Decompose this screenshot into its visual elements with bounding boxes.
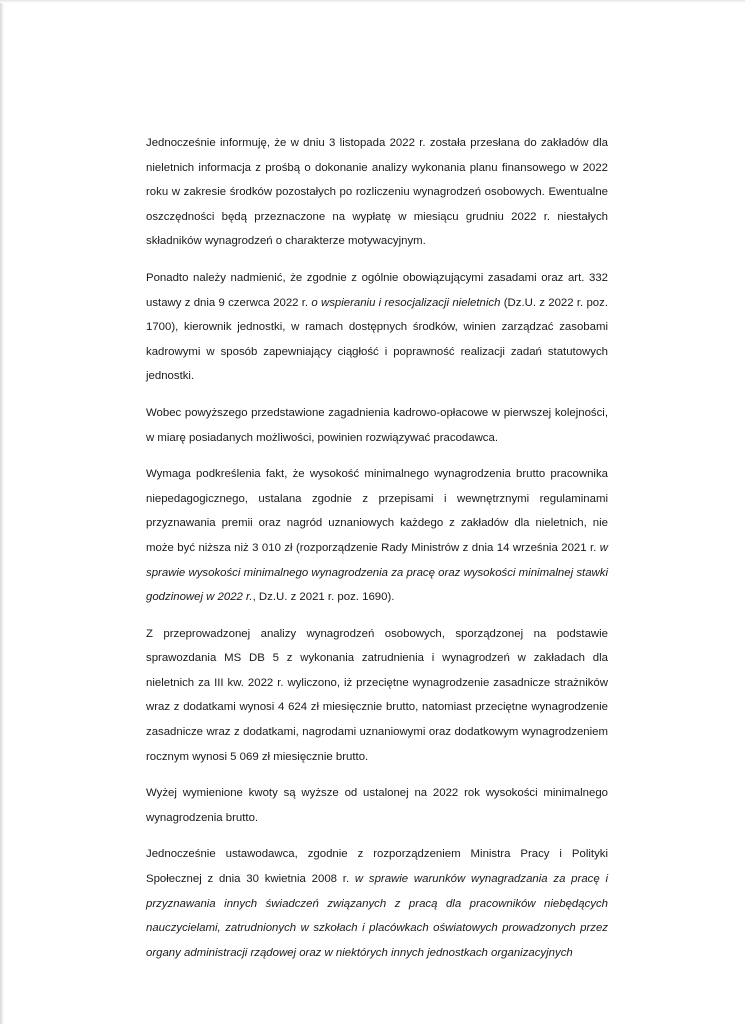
paragraph (146, 462, 608, 610)
paragraph (146, 131, 608, 254)
text-segment: Ponadto należy nadmienić, że zgodnie z ogólnie obowiązującymi zasadami oraz art. 332 ustawy z dnia 9 czerwca 2022 r. (146, 271, 608, 309)
text-segment: Wyżej wymienione kwoty są wyższe od ustalonej na 2022 rok wysokości minimalnego wynagrodzenia brutto. (146, 787, 608, 824)
scan-shadow-top (0, 0, 745, 3)
text-segment: Z przeprowadzonej analizy wynagrodzeń osobowych, sporządzonej na podstawie sprawozdania MS DB 5 z wykonania zatrudnienia i wynagrodzeń w zakładach dla nieletnich za III kw. 2022 r. wyliczono, iż przeciętne wynagrodzenie zasadnicze strażników wraz z dodatkami wynosi 4 624 zł miesięcznie brutto, natomiast przeciętne wynagrodzenie zasadnicze wraz z dodatkami, nagrodami uznaniowymi oraz dodatkowym wynagrodzeniem rocznym wynosi 5 069 zł miesięcznie brutto. (146, 627, 608, 763)
text-segment: Jednocześnie ustawodawca, zgodnie z rozporządzeniem Ministra Pracy i Polityki Społecznej z dnia 30 kwietnia 2008 r. (146, 848, 608, 886)
text-segment: (Dz.U. z 2022 r. poz. 1700), kierownik jednostki, w ramach dostępnych środków, winien zarządzać zasobami kadrowymi w sposób zapewniający ciągłość i poprawność realizacji zadań statutowych jednostki. (146, 296, 608, 383)
paragraph (146, 842, 608, 965)
paragraph (146, 401, 608, 450)
italic-text-segment: w sprawie wysokości minimalnego wynagrodzenia za pracę oraz wysokości minimalnej stawki godzinowej w 2022 r. (146, 541, 608, 604)
text-segment: Jednocześnie informuję, że w dniu 3 listopada 2022 r. została przesłana do zakładów dla nieletnich informacja z prośbą o dokonanie analizy wykonania planu finansowego w 2022 roku w zakresie środków pozostałych po rozliczeniu wynagrodzeń osobowych. Ewentualne oszczędności będą przeznaczone na wypłatę w miesiącu grudniu 2022 r. niestałych składników wynagrodzeń o charakterze motywacyjnym. (146, 137, 608, 248)
italic-text-segment: o wspieraniu i resocjalizacji nieletnich (311, 296, 501, 309)
text-segment: , Dz.U. z 2021 r. poz. 1690). (252, 591, 395, 604)
text-segment: Wymaga podkreślenia fakt, że wysokość minimalnego wynagrodzenia brutto pracownika niepedagogicznego, ustalana zgodnie z przepisami i wewnętrznymi regulaminami przyznawania premii oraz nagród uznaniowych każdego z zakładów dla nieletnich, nie może być niższa niż 3 010 zł (rozporządzenie Rady Ministrów z dnia 14 września 2021 r. (146, 468, 608, 554)
paragraph (146, 266, 608, 389)
document-body (146, 131, 608, 965)
text-segment: Wobec powyższego przedstawione zagadnienia kadrowo-opłacowe w pierwszej kolejności, w miarę posiadanych możliwości, powinien rozwiązywać pracodawca. (146, 406, 608, 444)
italic-text-segment: w sprawie warunków wynagradzania za pracę i przyznawania innych świadczeń związanych z pracą dla pracowników niebędących nauczycielami, zatrudnionych w szkołach i placówkach oświatowych prowadzonych przez organy administracji rządowej oraz w niektórych innych jednostkach organizacyjnych (146, 873, 608, 959)
scan-shadow-left (0, 0, 4, 1024)
paragraph (146, 781, 608, 830)
paragraph (146, 622, 608, 770)
